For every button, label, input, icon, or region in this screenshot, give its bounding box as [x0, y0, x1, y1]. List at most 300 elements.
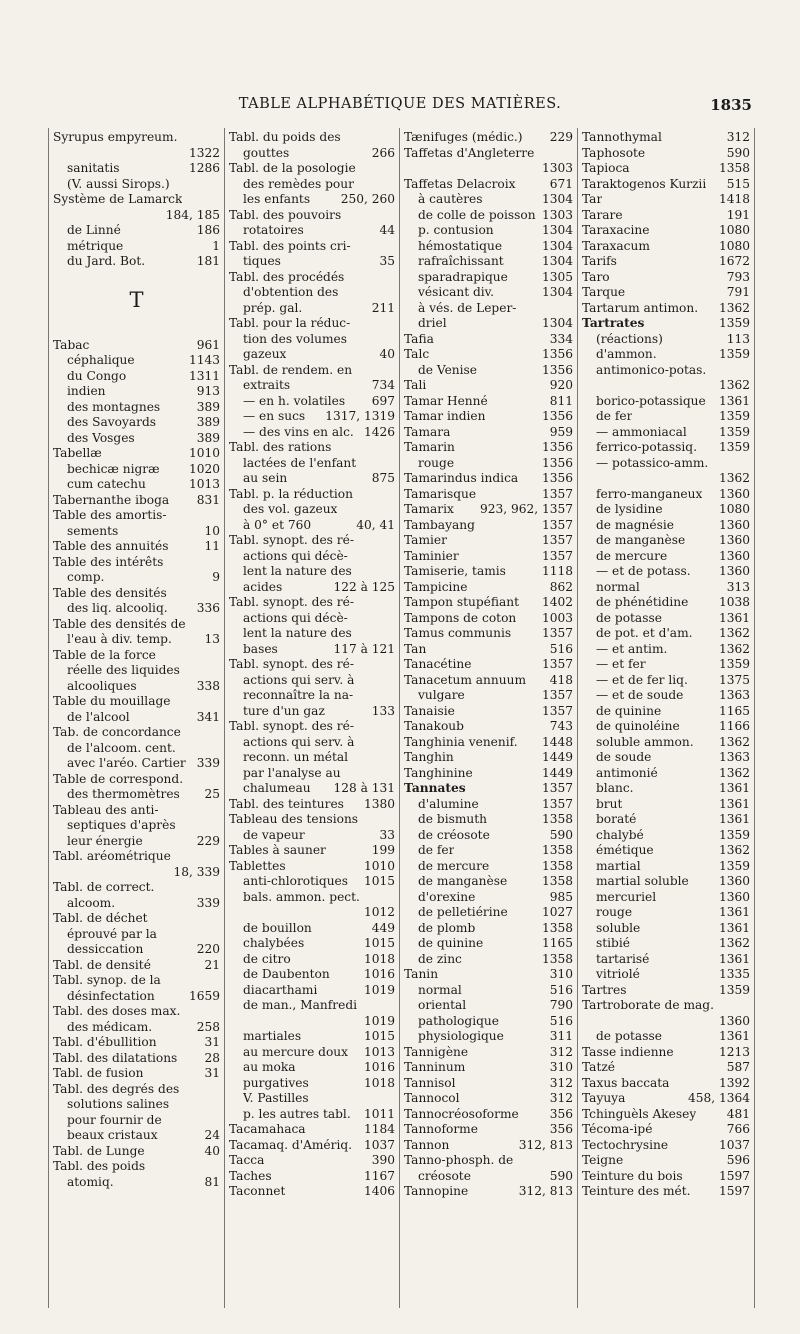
- entry-page-ref: 1356: [541, 409, 573, 423]
- index-entry: [229, 781, 395, 797]
- index-entry: [53, 1159, 220, 1175]
- entry-term: au moka: [243, 1060, 296, 1074]
- index-entry: [229, 750, 395, 766]
- entry-term: de citro: [243, 951, 291, 966]
- entry-term: borico-potassique: [596, 393, 706, 408]
- entry-page-ref: 33: [379, 827, 395, 842]
- entry-term: Tables à sauner: [229, 843, 326, 857]
- entry-page-ref: 1362: [718, 378, 750, 392]
- index-entry: [582, 363, 750, 379]
- entry-term: céphalique: [67, 353, 135, 367]
- index-entry: [582, 905, 750, 921]
- index-entry: [404, 456, 573, 472]
- entry-term: Tabl. synopt. des ré-: [229, 595, 354, 609]
- index-entry: [229, 1060, 395, 1076]
- index-entry: [404, 440, 573, 456]
- entry-term: d'orexine: [418, 889, 476, 904]
- index-entry: [582, 719, 750, 735]
- index-entry: [53, 508, 220, 524]
- index-entry: [582, 657, 750, 673]
- index-entry: [404, 1060, 573, 1076]
- index-entry: [229, 161, 395, 177]
- entry-page-ref: 122 à 125: [333, 579, 395, 594]
- entry-page-ref: 1359: [718, 858, 750, 873]
- entry-page-ref: 1027: [541, 905, 573, 919]
- entry-page-ref: 1360: [718, 1013, 750, 1028]
- entry-page-ref: 1019: [363, 982, 395, 997]
- entry-term: de phénétidine: [596, 595, 689, 609]
- index-entry: [404, 347, 573, 363]
- entry-term: Table des densités: [53, 585, 167, 600]
- entry-page-ref: 1359: [718, 657, 750, 671]
- entry-term: à vés. de Leper-: [418, 300, 517, 315]
- entry-page-ref: 21: [204, 957, 220, 972]
- entry-list: [582, 130, 750, 1200]
- index-entry: [582, 378, 750, 394]
- index-entry: [582, 843, 750, 859]
- index-entry: [229, 378, 395, 394]
- entry-term: Tabl. d'ébullition: [53, 1035, 157, 1049]
- index-entry: [582, 223, 750, 239]
- index-entry: [582, 936, 750, 952]
- index-entry: [582, 611, 750, 627]
- entry-page-ref: 1118: [541, 564, 573, 578]
- index-entry: [404, 1184, 573, 1200]
- index-entry: [229, 347, 395, 363]
- entry-page-ref: 1406: [363, 1184, 395, 1198]
- entry-term: Tafia: [404, 331, 434, 346]
- entry-term: — et de soude: [596, 688, 684, 702]
- index-entry: [404, 595, 573, 611]
- entry-term: Tabernanthe iboga: [53, 492, 170, 507]
- index-entry: [404, 1091, 573, 1107]
- index-entry: [404, 378, 573, 394]
- index-entry: [582, 440, 750, 456]
- entry-page-ref: 862: [549, 579, 573, 594]
- entry-term: Tannothymal: [582, 130, 662, 144]
- index-entry: [404, 828, 573, 844]
- index-entry: [404, 874, 573, 890]
- entry-term: de lysidine: [596, 502, 663, 516]
- entry-page-ref: 1166: [718, 719, 750, 733]
- entry-page-ref: 1356: [541, 440, 573, 454]
- index-entry: [229, 254, 395, 270]
- entry-term: Tabl. p. la réduction: [229, 486, 353, 501]
- entry-page-ref: 1357: [541, 517, 573, 532]
- index-entry: [53, 958, 220, 974]
- entry-page-ref: 697: [371, 393, 395, 408]
- entry-page-ref: 1016: [363, 1060, 395, 1074]
- index-entry: [404, 254, 573, 270]
- entry-term: Tartroborate de mag.: [582, 998, 714, 1012]
- entry-term: de vapeur: [243, 827, 305, 842]
- index-entry: [229, 487, 395, 503]
- entry-page-ref: 1362: [718, 300, 750, 315]
- entry-page-ref: 1361: [718, 610, 750, 625]
- index-entry: [582, 890, 750, 906]
- entry-page-ref: 1359: [718, 409, 750, 423]
- entry-term: de manganèse: [596, 533, 686, 547]
- entry-term: Tamarindus indica: [404, 471, 519, 485]
- index-entry: [582, 781, 750, 797]
- entry-page-ref: 793: [726, 269, 750, 284]
- entry-term: des montagnes: [67, 399, 161, 414]
- entry-term: Tambayang: [404, 517, 475, 532]
- entry-term: reconn. un métal: [243, 750, 349, 764]
- index-entry: [582, 595, 750, 611]
- index-entry: [404, 1045, 573, 1061]
- entry-term: Tab. de concordance: [53, 725, 181, 739]
- entry-page-ref: 590: [726, 145, 750, 160]
- section-letter: T: [129, 287, 144, 312]
- index-entry: [404, 859, 573, 875]
- entry-term: Tamus communis: [404, 626, 512, 640]
- entry-page-ref: 449: [371, 920, 395, 935]
- entry-term: Table du mouillage: [53, 694, 171, 708]
- entry-term: Tamarisque: [404, 486, 477, 501]
- entry-page-ref: 1358: [541, 858, 573, 873]
- index-entry: [53, 1097, 220, 1113]
- entry-term: lent la nature des: [243, 564, 352, 578]
- entry-term: Tar: [582, 192, 603, 206]
- index-entry: [229, 719, 395, 735]
- index-entry: [582, 797, 750, 813]
- entry-term: Tannates: [404, 781, 466, 795]
- entry-page-ref: 1011: [363, 1106, 395, 1121]
- entry-term: actions qui décè-: [243, 610, 348, 625]
- index-entry: [229, 1107, 395, 1123]
- index-entry: [404, 409, 573, 425]
- entry-term: Tamarix: [404, 502, 454, 516]
- index-entry: [229, 440, 395, 456]
- entry-page-ref: 1015: [363, 874, 395, 888]
- entry-term: tion des volumes: [243, 331, 347, 346]
- entry-page-ref: 1380: [363, 796, 395, 811]
- entry-term: Taffetas d'Angleterre: [404, 145, 535, 160]
- index-entry: [582, 1060, 750, 1076]
- entry-page-ref: 25: [204, 787, 220, 801]
- entry-term: Tabl. des doses max.: [53, 1004, 181, 1018]
- entry-page-ref: 1018: [363, 951, 395, 966]
- entry-term: de mercure: [418, 858, 490, 873]
- entry-page-ref: 1361: [718, 812, 750, 826]
- index-entry: [404, 471, 573, 487]
- index-entry: [582, 812, 750, 828]
- entry-page-ref: 1360: [718, 533, 750, 547]
- index-entry: [229, 1138, 395, 1154]
- entry-page-ref: 587: [726, 1060, 750, 1074]
- entry-page-ref: 1362: [718, 936, 750, 950]
- index-entry: [53, 146, 220, 162]
- index-entry: [582, 1076, 750, 1092]
- entry-term: indien: [67, 384, 106, 398]
- entry-page-ref: 1362: [718, 734, 750, 749]
- entry-page-ref: 1165: [718, 703, 750, 718]
- entry-term: de mercure: [596, 548, 668, 563]
- entry-term: du Congo: [67, 368, 127, 383]
- index-entry: [404, 223, 573, 239]
- index-entry: [404, 797, 573, 813]
- entry-term: alcoom.: [67, 895, 116, 910]
- index-entry: [404, 1014, 573, 1030]
- entry-page-ref: 418: [549, 672, 573, 687]
- index-entry: [53, 1066, 220, 1082]
- index-entry: [229, 843, 395, 859]
- index-entry: [582, 626, 750, 642]
- entry-page-ref: 1357: [541, 796, 573, 811]
- entry-term: métrique: [67, 238, 124, 253]
- entry-page-ref: 1597: [718, 1168, 750, 1183]
- index-entry: [53, 431, 220, 447]
- index-entry: [53, 679, 220, 695]
- entry-page-ref: 1357: [541, 703, 573, 718]
- index-entry: [53, 493, 220, 509]
- entry-term: Tartarum antimon.: [582, 300, 699, 315]
- index-entry: [582, 642, 750, 658]
- entry-term: antimonico-potas.: [596, 362, 707, 377]
- entry-page-ref: 590: [549, 827, 573, 842]
- entry-page-ref: 1335: [718, 967, 750, 981]
- entry-page-ref: 40, 41: [356, 517, 395, 532]
- index-entry: [404, 177, 573, 193]
- index-entry: [229, 425, 395, 441]
- index-entry: [53, 223, 220, 239]
- entry-term: de bismuth: [418, 812, 487, 826]
- entry-term: de créosote: [418, 827, 490, 842]
- entry-term: actions qui serv. à: [243, 672, 355, 687]
- index-entry: [404, 1076, 573, 1092]
- entry-term: sements: [67, 523, 119, 538]
- entry-page-ref: 1019: [363, 1013, 395, 1028]
- entry-term: — des vins en alc.: [243, 424, 354, 439]
- index-entry: [582, 750, 750, 766]
- entry-term: Tamara: [404, 424, 451, 439]
- index-entry: [582, 130, 750, 146]
- entry-term: Tanaisie: [404, 703, 455, 718]
- entry-page-ref: 1362: [718, 843, 750, 857]
- entry-term: Tatzé: [582, 1060, 615, 1074]
- index-entry: [582, 1107, 750, 1123]
- entry-term: vitriolé: [596, 967, 640, 981]
- entry-page-ref: 40: [204, 1143, 220, 1158]
- index-entry: [582, 285, 750, 301]
- entry-page-ref: 1304: [541, 223, 573, 237]
- entry-page-ref: 1361: [718, 1029, 750, 1043]
- entry-term: Tamarin: [404, 440, 455, 454]
- index-entry: [582, 688, 750, 704]
- entry-page-ref: 312, 813: [518, 1137, 573, 1152]
- index-entry: [404, 719, 573, 735]
- index-entry: [229, 1122, 395, 1138]
- entry-term: Taconnet: [229, 1184, 286, 1198]
- entry-term: Syrupus empyreum.: [53, 130, 178, 144]
- entry-term: de pot. et d'am.: [596, 626, 693, 640]
- index-entry: [53, 989, 220, 1005]
- index-entry: [53, 192, 220, 208]
- entry-term: Tabac: [53, 337, 90, 352]
- entry-term: par l'analyse au: [243, 765, 341, 780]
- index-entry: [53, 524, 220, 540]
- entry-term: Tarque: [582, 285, 626, 299]
- entry-page-ref: 1359: [718, 424, 750, 439]
- entry-page-ref: 9: [212, 570, 220, 584]
- index-entry: [582, 208, 750, 224]
- index-entry: [53, 338, 220, 354]
- entry-term: Taphosote: [582, 145, 646, 160]
- entry-term: Taxus baccata: [582, 1075, 670, 1090]
- index-entry: [229, 285, 395, 301]
- entry-page-ref: 1322: [188, 145, 220, 160]
- entry-term: Tanacétine: [404, 657, 472, 671]
- entry-page-ref: 220: [196, 942, 220, 956]
- index-entry: [582, 316, 750, 332]
- entry-term: Tamar Henné: [404, 393, 488, 408]
- entry-term: diacarthami: [243, 982, 318, 997]
- entry-page-ref: 1362: [718, 626, 750, 640]
- index-entry: [404, 642, 573, 658]
- index-entry: [53, 1020, 220, 1036]
- index-column-2: [225, 128, 400, 1308]
- entry-term: leur énergie: [67, 833, 143, 848]
- index-entry: [582, 177, 750, 193]
- entry-term: Tannopine: [404, 1184, 469, 1198]
- index-entry: [229, 936, 395, 952]
- entry-page-ref: 790: [549, 998, 573, 1012]
- entry-term: des liq. alcooliq.: [67, 601, 168, 615]
- index-entry: [404, 673, 573, 689]
- entry-term: — et antim.: [596, 641, 668, 656]
- index-entry: [53, 1004, 220, 1020]
- index-entry: [404, 936, 573, 952]
- entry-term: les enfants: [243, 192, 311, 206]
- entry-term: de l'alcoom. cent.: [67, 740, 176, 755]
- entry-term: chalumeau: [243, 781, 311, 795]
- entry-page-ref: 1360: [718, 889, 750, 904]
- entry-term: Tabl. des poids: [53, 1159, 146, 1173]
- entry-term: Tanninum: [404, 1060, 466, 1074]
- index-entry: [53, 834, 220, 850]
- index-entry: [404, 1029, 573, 1045]
- index-entry: [229, 533, 395, 549]
- entry-term: Taminier: [404, 548, 459, 563]
- index-entry: [53, 177, 220, 193]
- index-entry: [582, 1153, 750, 1169]
- entry-term: Tapioca: [582, 161, 630, 175]
- entry-term: à 0° et 760: [243, 517, 312, 532]
- entry-term: gouttes: [243, 145, 290, 160]
- entry-term: Teinture du bois: [582, 1168, 683, 1183]
- entry-term: Tacca: [229, 1153, 265, 1167]
- entry-term: rouge: [596, 905, 633, 919]
- entry-page-ref: 1375: [718, 672, 750, 687]
- entry-term: — et de fer liq.: [596, 672, 688, 687]
- entry-term: Tanghinia venenif.: [404, 734, 518, 749]
- index-entry: [229, 549, 395, 565]
- index-entry: [53, 648, 220, 664]
- index-entry: [229, 921, 395, 937]
- entry-page-ref: 959: [549, 424, 573, 439]
- entry-term: du Jard. Bot.: [67, 254, 146, 268]
- entry-page-ref: 1358: [541, 812, 573, 826]
- entry-term: Tablettes: [229, 858, 286, 873]
- entry-page-ref: 1: [212, 238, 220, 253]
- index-entry: [53, 803, 220, 819]
- entry-term: Teinture des mét.: [582, 1184, 691, 1198]
- index-entry: [229, 301, 395, 317]
- entry-page-ref: 181: [196, 254, 220, 268]
- entry-term: rotatoires: [243, 223, 304, 237]
- entry-page-ref: 199: [371, 843, 395, 857]
- entry-page-ref: 24: [204, 1128, 220, 1142]
- entry-term: tartarisé: [596, 951, 650, 966]
- entry-term: Tanin: [404, 967, 439, 981]
- index-entry: [53, 1128, 220, 1144]
- entry-page-ref: 128 à 131: [333, 781, 395, 795]
- index-entry: [404, 611, 573, 627]
- index-entry: [582, 828, 750, 844]
- index-entry: [404, 161, 573, 177]
- index-entry: [404, 332, 573, 348]
- entry-term: Tayuya: [582, 1091, 626, 1105]
- entry-term: Tabl. de déchet: [53, 911, 148, 925]
- entry-term: de quinine: [418, 936, 484, 950]
- index-entry: [582, 564, 750, 580]
- entry-term: martial soluble: [596, 874, 689, 888]
- index-entry: [229, 177, 395, 193]
- entry-page-ref: 338: [196, 678, 220, 693]
- entry-term: — potassico-amm.: [596, 455, 709, 470]
- index-entry: [229, 363, 395, 379]
- entry-page-ref: 1363: [718, 750, 750, 764]
- entry-page-ref: 1010: [363, 858, 395, 873]
- entry-term: beaux cristaux: [67, 1128, 158, 1142]
- entry-term: atomiq.: [67, 1174, 114, 1189]
- entry-term: Tamiserie, tamis: [404, 564, 506, 578]
- index-entry: [53, 1175, 220, 1191]
- index-entry: [53, 130, 220, 146]
- entry-page-ref: 1360: [718, 874, 750, 888]
- entry-page-ref: 1597: [718, 1184, 750, 1198]
- entry-page-ref: 1357: [541, 486, 573, 501]
- entry-term: réelle des liquides: [67, 663, 180, 677]
- entry-page-ref: 186: [196, 223, 220, 237]
- running-head: [0, 96, 800, 118]
- index-entry: [229, 657, 395, 673]
- entry-page-ref: 1362: [718, 641, 750, 656]
- index-entry: [229, 146, 395, 162]
- entry-page-ref: 1015: [363, 1029, 395, 1043]
- entry-page-ref: 40: [379, 347, 395, 361]
- entry-term: Tartres: [582, 982, 627, 997]
- index-entry: [53, 539, 220, 555]
- entry-page-ref: 1304: [541, 238, 573, 253]
- entry-term: bals. ammon. pect.: [243, 889, 360, 904]
- entry-term: (réactions): [596, 331, 663, 346]
- entry-term: Taches: [229, 1168, 272, 1183]
- entry-page-ref: 516: [549, 982, 573, 997]
- index-entry: [582, 874, 750, 890]
- entry-term: — et de potass.: [596, 564, 691, 578]
- entry-term: Tabl. des procédés: [229, 269, 345, 284]
- index-entry: [404, 363, 573, 379]
- entry-page-ref: 1015: [363, 936, 395, 950]
- index-entry: [229, 611, 395, 627]
- entry-term: Tannocréosoforme: [404, 1106, 519, 1121]
- entry-term: — ammoniacal: [596, 424, 687, 439]
- entry-page-ref: 389: [196, 415, 220, 429]
- index-entry: [404, 905, 573, 921]
- entry-term: Tanacetum annuum: [404, 672, 526, 687]
